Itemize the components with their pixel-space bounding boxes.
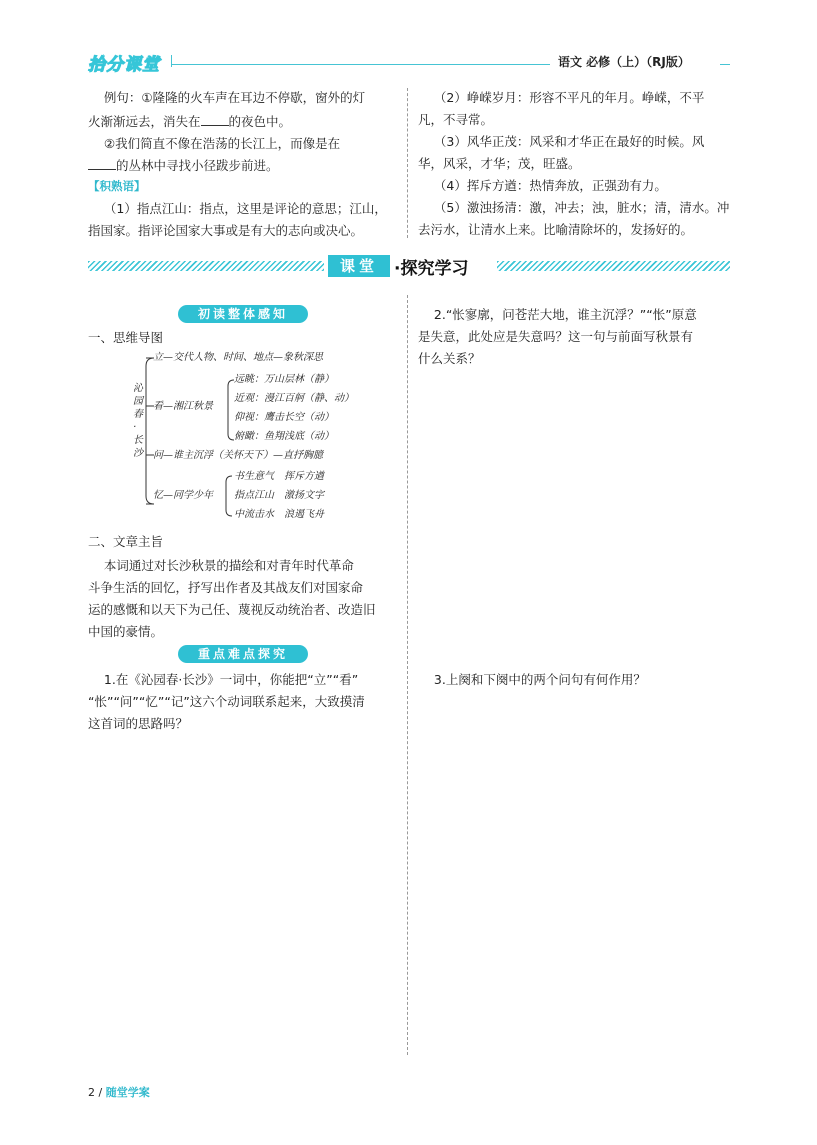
mindmap-leaf-far: 远眺：万山层林（静） [234, 374, 334, 385]
question-2-line-3: 什么关系？ [418, 351, 481, 366]
theme-line-3: 运的感慨和以天下为己任、蔑视反动统治者、改造旧 [88, 602, 376, 617]
mindmap-node-recall: 忆—同学少年 [153, 490, 213, 501]
header-rule-end [720, 64, 730, 65]
mindmap-node-look: 看—湘江秋景 [153, 401, 213, 412]
column-divider-top [407, 88, 408, 238]
blank-underline [88, 157, 116, 170]
header-rule [172, 64, 550, 65]
idiom-2-line-1: （2）峥嵘岁月：形容不平凡的年月。峥嵘，不平 [433, 90, 705, 105]
mindmap-leaf-recall-3: 中流击水 浪遏飞舟 [234, 509, 324, 520]
heading-mindmap: 一、思维导图 [88, 330, 164, 345]
idiom-3-line-2: 华，风采，才华；茂，旺盛。 [418, 156, 581, 171]
question-2-line-1: 2.“怅寥廓，问苍茫大地，谁主沉浮？”“怅”原意 [433, 307, 697, 322]
idiom-5-line-1: （5）激浊扬清：激，冲去；浊，脏水；清，清水。冲 [433, 200, 730, 215]
mindmap-node-ask: 问—谁主沉浮（关怀天下）—直抒胸臆 [153, 450, 323, 461]
section-badge: 课堂 [328, 255, 390, 277]
idiom-2-line-2: 凡，不寻常。 [418, 112, 494, 127]
question-3: 3.上阕和下阕中的两个问句有何作用？ [433, 672, 646, 687]
heading-theme: 二、文章主旨 [88, 534, 164, 549]
section-title: ·探究学习 [394, 259, 469, 279]
mindmap-leaf-up: 仰视：鹰击长空（动） [234, 412, 334, 423]
idiom-5-line-2: 去污水，让清水上来。比喻清除坏的，发扬好的。 [418, 222, 694, 237]
mindmap-node-stand: 立—交代人物、时间、地点—象秋深思 [153, 352, 323, 363]
theme-line-4: 中国的豪情。 [88, 624, 164, 639]
mindmap-root: 沁园春·长沙 [133, 383, 143, 459]
subheading-pill-1: 初读整体感知 [178, 305, 308, 323]
column-divider-main [407, 295, 408, 1055]
question-1-line-3: 这首词的思路吗？ [88, 716, 189, 731]
idiom-1-line-2: 指国家。指评论国家大事或是有大的志向或决心。 [88, 223, 364, 238]
footer [88, 1084, 150, 1100]
example-line-2: 火渐渐远去，消失在 的夜色中。 [88, 114, 292, 129]
book-title: 语文 必修（上）（RJ版） [558, 55, 690, 69]
question-2-line-2: 是失意，此处应是失意吗？这一句与前面写秋景有 [418, 329, 694, 344]
idiom-tag: 【积熟语】 [88, 179, 146, 193]
mindmap-leaf-recall-1: 书生意气 挥斥方遒 [234, 471, 324, 482]
brand-logo: 拾分课堂 [88, 55, 160, 75]
blank-underline [201, 113, 229, 126]
mindmap-leaf-near: 近观：漫江百舸（静、动） [234, 393, 354, 404]
theme-line-1: 本词通过对长沙秋景的描绘和对青年时代革命 [103, 558, 354, 573]
question-1-line-1: 1.在《沁园春·长沙》一词中，你能把“立”“看” [103, 672, 359, 687]
theme-line-2: 斗争生活的回忆，抒写出作者及其战友们对国家命 [88, 580, 364, 595]
example-line-4: 的丛林中寻找小径跋步前进。 [88, 156, 279, 176]
header-divider-tick [171, 55, 172, 67]
mindmap-leaf-down: 俯瞰：鱼翔浅底（动） [234, 431, 334, 442]
example-line-1: 例句：①隆隆的火车声在耳边不停歇，窗外的灯 [103, 90, 366, 105]
page-number: 2 / [88, 1086, 103, 1099]
mindmap-leaf-recall-2: 指点江山 激扬文字 [234, 490, 324, 501]
footer-brand: 随堂学案 [105, 1086, 150, 1099]
subheading-pill-2: 重点难点探究 [178, 645, 308, 663]
idiom-1-line-1: （1）指点江山：指点，这里是评论的意思；江山， [103, 201, 387, 216]
section-stripe-left [88, 261, 324, 271]
question-1-line-2: “怅”“问”“忆”“记”这六个动词联系起来，大致摸清 [88, 694, 365, 709]
idiom-3-line-1: （3）风华正茂：风采和才华正在最好的时候。风 [433, 134, 705, 149]
idiom-4: （4）挥斥方遒：热情奔放，正强劲有力。 [433, 178, 667, 193]
section-stripe-right [497, 261, 730, 271]
example-line-3: ②我们简直不像在浩荡的长江上，而像是在 [103, 136, 341, 151]
